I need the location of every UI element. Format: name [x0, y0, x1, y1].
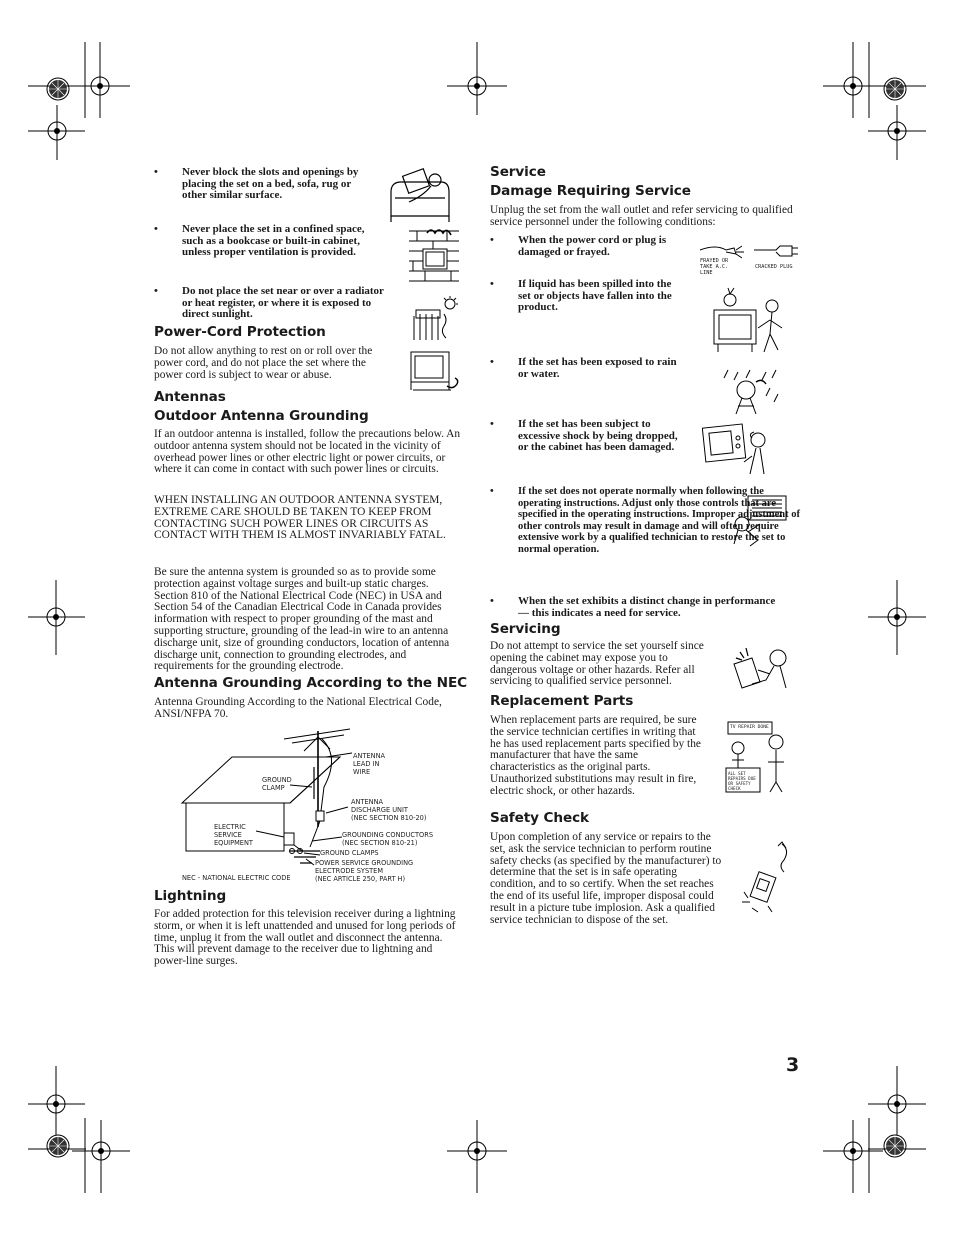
plug-caption-1: FRAYED OR TAKE A.C. LINE: [700, 258, 729, 276]
replacement-sign-2: ALL SET REPAIRS DUE OR SAFETY CHECK: [728, 771, 756, 791]
page-number: 3: [786, 1054, 800, 1076]
dropped-set-illustration: [702, 422, 772, 478]
antenna-paragraph-2: WHEN INSTALLING AN OUTDOOR ANTENNA SYSTEM, EXTREME CARE SHOULD BE TAKEN TO KEEP FROM CONTACTING SUCH POWER LINES OR CIRCUITS AS CONTACT WITH THEM IS ALMOST INVARIABLY FATAL.: [154, 494, 446, 542]
rain-illustration: [722, 368, 782, 418]
lightning-heading: Lightning: [154, 888, 227, 904]
label-electric-service: ELECTRIC SERVICE EQUIPMENT: [214, 823, 253, 847]
outdoor-antenna-heading: Outdoor Antenna Grounding: [154, 408, 369, 424]
bullet-dot: •: [490, 234, 494, 246]
antenna-paragraph-3: Be sure the antenna system is grounded so as to provide some protection against voltage surges and built-up static charges. Section 810 of the National Electrical Code (NEC) in USA and Section 54 of the Canadian Electrical Code in Canada provides information with respect to proper grounding of the mast and supporting structure, grounding of the lead-in wire to an antenna discharge unit, size of grounding conductors, location of antenna discharge unit, connection to grounding electrodes, and requirements for the grounding electrode.: [154, 566, 450, 673]
bullet-text: When the set exhibits a distinct change in performance — this indicates a need for service.: [518, 595, 776, 619]
label-power-service: POWER SERVICE GROUNDING ELECTRODE SYSTEM (NEC ARTICLE 250, PART H): [315, 859, 414, 883]
bullet-text: When the power cord or plug is damaged or frayed.: [518, 234, 667, 258]
bullet-dot: •: [154, 166, 158, 178]
label-nec-code: NEC - NATIONAL ELECTRIC CODE: [182, 874, 291, 882]
bullet-text: If the set has been exposed to rain or water.: [518, 356, 677, 380]
antennas-heading: Antennas: [154, 389, 226, 405]
bullet-text: If liquid has been spilled into the set or objects have fallen into the product.: [518, 278, 672, 313]
safety-text: Upon completion of any service or repairs to the set, ask the service technician to perform routine safety checks (as specified by the manufacturer) to determine that the set is in safe operating condition, and to so certify. When the set reaches the end of its useful life, improper disposal could result in a picture tube implosion. Ask a qualified service technician to dispose of the set.: [490, 831, 722, 926]
service-intro: Unplug the set from the wall outlet and refer servicing to qualified service personnel under the following conditions:: [490, 204, 793, 228]
bullet-text: If the set has been subject to excessive shock by being dropped, or the cabinet has been damaged.: [518, 418, 678, 453]
servicing-heading: Servicing: [490, 621, 561, 637]
bullet-dot: •: [490, 278, 494, 290]
power-cord-text: Do not allow anything to rest on or roll over the power cord, and do not place the set where the power cord is subject to wear or abuse.: [154, 345, 373, 381]
bullet-dot: •: [154, 285, 158, 297]
replacement-heading: Replacement Parts: [490, 693, 634, 709]
damage-heading: Damage Requiring Service: [490, 183, 691, 199]
bullet-dot: •: [490, 418, 494, 430]
bookcase-tv-illustration: [407, 227, 461, 285]
bullet-dot: •: [154, 223, 158, 235]
antenna-paragraph-1: If an outdoor antenna is installed, follow the precautions below. An outdoor antenna system should not be located in the vicinity of overhead power lines or other electric light or power circuits, or where it can come in contact with such power lines or circuits.: [154, 428, 461, 476]
safety-check-illustration: [738, 840, 794, 914]
label-discharge-unit: ANTENNA DISCHARGE UNIT (NEC SECTION 810-20): [351, 798, 427, 822]
servicing-illustration: [730, 644, 792, 694]
label-antenna-lead: ANTENNA LEAD IN WIRE: [353, 752, 386, 776]
service-heading: Service: [490, 164, 546, 180]
bullet-text: Do not place the set near or over a radiator or heat register, or where it is exposed to direct sunlight.: [182, 285, 384, 320]
tv-cord-illustration: [407, 350, 459, 394]
replacement-sign-1: TV REPAIR DONE: [730, 725, 769, 730]
bullet-text: Never place the set in a confined space, such as a bookcase or built-in cabinet, unless proper ventilation is provided.: [182, 223, 365, 258]
technician-illustration: [728, 494, 790, 548]
servicing-text: Do not attempt to service the set yourself since opening the cabinet may expose you to dangerous voltage or other hazards. Refer all servicing to qualified service personnel.: [490, 640, 704, 688]
bullet-text: Never block the slots and openings by placing the set on a bed, sofa, rug or other similar surface.: [182, 166, 359, 201]
nec-heading: Antenna Grounding According to the NEC: [154, 675, 468, 691]
nec-text: Antenna Grounding According to the National Electrical Code, ANSI/NFPA 70.: [154, 696, 442, 720]
spilled-liquid-illustration: [710, 284, 786, 356]
plug-caption-2: CRACKED PLUG: [755, 264, 793, 270]
label-ground-clamps: GROUND CLAMPS: [320, 849, 379, 857]
sofa-illustration: [387, 168, 457, 224]
bullet-dot: •: [490, 595, 494, 607]
bullet-dot: •: [490, 486, 494, 497]
label-ground-clamp: GROUND CLAMP: [262, 776, 292, 792]
power-cord-heading: Power-Cord Protection: [154, 324, 326, 340]
radiator-illustration: [410, 296, 460, 342]
lightning-text: For added protection for this television receiver during a lightning storm, or when it is left unattended and unused for long periods of time, unplug it from the wall outlet and disconnect the antenna. This will prevent damage to the receiver due to lightning and power-line surges.: [154, 908, 456, 968]
bullet-dot: •: [490, 356, 494, 368]
replacement-text: When replacement parts are required, be sure the service technician certifies in writing that he has used replacement parts specified by the manufacturer that have the same characteristics as the original parts. Unauthorized substitutions may result in fire, electric shock, or other hazards.: [490, 714, 701, 797]
safety-heading: Safety Check: [490, 810, 589, 826]
bullet-text: If the set does not operate normally when following the operating instructions. Adjust only those controls that are specified in the operating instructions. Improper adjustment of other controls may result in damage and will often require extensive work by a qualified technician to restore the set to normal operation.: [518, 486, 800, 555]
label-grounding-conductors: GROUNDING CONDUCTORS (NEC SECTION 810-21): [342, 831, 434, 847]
